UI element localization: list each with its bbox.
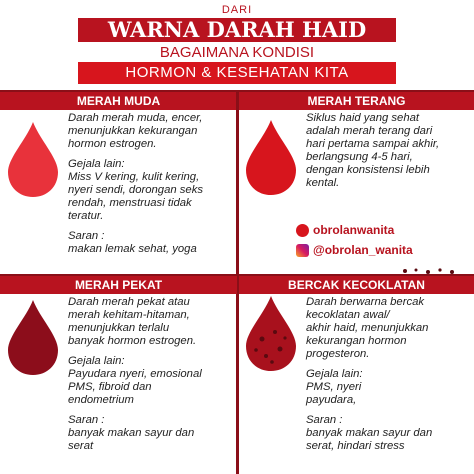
section-merah-terang-text <box>306 112 472 190</box>
label-merah-terang: MERAH TERANG <box>307 94 406 108</box>
section-text-line: Payudara nyeri, emosional <box>68 368 202 380</box>
section-text-line: banyak hormon estrogen. <box>68 335 197 347</box>
section-text-line: Gejala lain: <box>68 355 125 367</box>
section-text-line <box>68 407 236 414</box>
section-text-line: menunjukkan kekurangan <box>68 125 198 137</box>
section-text-line: Gejala lain: <box>68 158 125 170</box>
section-text-line: akhir haid, menunjukkan <box>306 322 429 334</box>
section-text-line: Darah berwarna bercak <box>306 296 425 308</box>
blood-drop-bright-icon <box>242 118 300 198</box>
page-subtitle: BAGAIMANA KONDISI <box>159 44 315 61</box>
section-bercak-kecoklatan-text <box>306 296 472 453</box>
section-text-line: nyeri sendi, dorongan seks <box>68 184 204 196</box>
label-merah-muda: MERAH MUDA <box>76 94 161 108</box>
section-text-line: serat, hindari stress <box>306 440 405 452</box>
section-merah-pekat-text <box>68 296 236 453</box>
social-pinterest[interactable] <box>296 222 394 238</box>
section-text-line: rendah, menstruasi tidak <box>68 197 192 209</box>
instagram-icon <box>296 244 309 257</box>
section-text-line: banyak makan sayur dan <box>306 427 433 439</box>
blood-drop-spotted-icon <box>242 294 300 374</box>
social-instagram[interactable] <box>296 242 413 258</box>
label-bercak-kecoklatan: BERCAK KECOKLATAN <box>288 278 425 292</box>
pinterest-icon <box>296 224 309 237</box>
band-bercak-kecoklatan <box>239 274 474 294</box>
section-text-line: Darah merah pekat atau <box>68 296 190 308</box>
label-merah-pekat: MERAH PEKAT <box>74 278 163 292</box>
page-title: WARNA DARAH HAID <box>107 17 367 42</box>
section-text-line: Saran : <box>306 414 343 426</box>
section-text-line <box>68 151 236 158</box>
section-text-line: Miss V kering, kulit kering, <box>68 171 200 183</box>
section-text-line: kekurangan hormon <box>306 335 407 347</box>
section-text-line <box>68 348 236 355</box>
section-text-line: endometrium <box>68 394 134 406</box>
section-merah-muda-text <box>68 112 236 256</box>
band-merah-muda <box>0 90 237 110</box>
blood-drop-light-icon <box>4 120 62 200</box>
section-text-line: adalah merah terang dari <box>306 125 433 137</box>
section-text-line <box>68 223 236 230</box>
section-text-line: Darah merah muda, encer, <box>68 112 203 124</box>
section-text-line: kecoklatan awal/ <box>306 309 390 321</box>
section-text-line: Saran : <box>68 414 105 426</box>
section-text-line: hari pertama sampai akhir, <box>306 138 440 150</box>
spots-decoration-icon <box>400 266 460 276</box>
section-text-line: kental. <box>306 177 340 189</box>
section-text-line: PMS, nyeri <box>306 381 362 393</box>
blood-drop-dark-icon <box>4 298 62 378</box>
section-text-line: teratur. <box>68 210 104 222</box>
section-text-line: makan lemak sehat, yoga <box>68 243 197 255</box>
section-text-line: banyak makan sayur dan <box>68 427 195 439</box>
page-subtitle-2: HORMON & KESEHATAN KITA <box>125 64 349 81</box>
section-text-line: payudara, <box>306 394 357 406</box>
band-merah-terang <box>239 90 474 110</box>
section-text-line: progesteron. <box>306 348 370 360</box>
header-dari: DARI <box>221 4 253 16</box>
instagram-handle: @obrolan_wanita <box>313 243 413 257</box>
section-text-line: hormon estrogen. <box>68 138 157 150</box>
section-text-line: Gejala lain: <box>306 368 363 380</box>
section-text-line: Saran : <box>68 230 105 242</box>
section-text-line: Siklus haid yang sehat <box>306 112 420 124</box>
section-text-line: merah kehitam-hitaman, <box>68 309 190 321</box>
band-merah-pekat <box>0 274 237 294</box>
section-text-line: berlangsung 4-5 hari, <box>306 151 413 163</box>
section-text-line: serat <box>68 440 94 452</box>
section-text-line: menunjukkan terlalu <box>68 322 170 334</box>
section-text-line: dengan konsistensi lebih <box>306 164 430 176</box>
pinterest-handle: obrolanwanita <box>313 223 395 237</box>
section-text-line <box>306 361 472 368</box>
section-text-line <box>306 407 472 414</box>
section-text-line: PMS, fibroid dan <box>68 381 152 393</box>
